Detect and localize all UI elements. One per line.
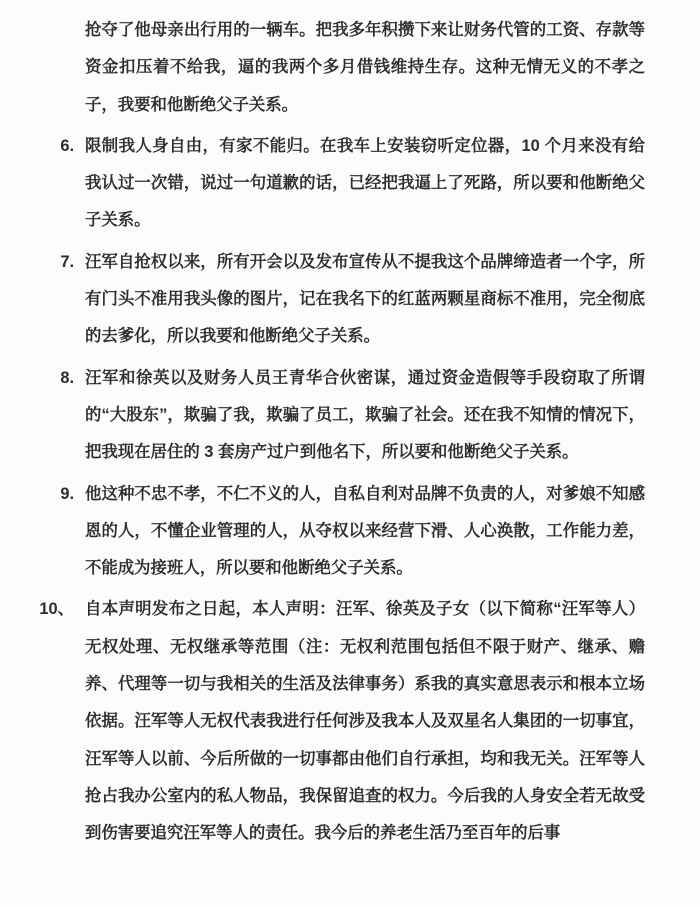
paragraph-text: 汪军自抢权以来，所有开会以及发布宣传从不提我这个品牌缔造者一个字，所有门头不准用我头像的图片，记在我名下的红蓝两颗星商标不准用，完全彻底的去爹化，所以我要和他断绝父子关系。 <box>85 252 645 346</box>
list-item-number: 6. <box>60 136 74 155</box>
paragraph-text: 汪军和徐英以及财务人员王青华合伙密谋，通过资金造假等手段窃取了所谓的“大股东”，欺骗了我，欺骗了员工，欺骗了社会。还在我不知情的情况下，把我现在居住的 3 套房产过户到他名下，所以要和他断绝父子关系。 <box>85 368 645 462</box>
list-item-7 <box>60 244 645 356</box>
paragraph-text: 他这种不忠不孝，不仁不义的人，自私自利对品牌不负责的人，对爹娘不知感恩的人，不懂企业管理的人，从夺权以来经营下滑、人心涣散，工作能力差，不能成为接班人，所以要和他断绝父子关系。 <box>85 484 645 578</box>
list-item-9 <box>60 476 645 588</box>
list-item-8 <box>60 360 645 472</box>
list-item-number: 9. <box>60 484 74 503</box>
paragraph-continuation <box>85 12 645 124</box>
paragraph-text: 自本声明发布之日起，本人声明：汪军、徐英及子女（以下简称“汪军等人）无权处理、无权继承等范围（注：无权利范围包括但不限于财产、继承、赡养、代理等一切与我相关的生活及法律事务）系我的真实意思表示和根本立场依据。汪军等人无权代表我进行任何涉及我本人及双星名人集团的一切事宜，汪军等人以前、今后所做的一切事都由他们自行承担，均和我无关。汪军等人抢占我办公室内的私人物品，我保留追查的权力。今后我的人身安全若无故受到伤害要追究汪军等人的责任。我今后的养老生活乃至百年的后事 <box>85 600 645 843</box>
list-item-6 <box>60 128 645 240</box>
list-item-number: 10、 <box>39 600 74 619</box>
list-item-number: 8. <box>60 368 74 387</box>
list-item-number: 7. <box>60 252 74 271</box>
document-content <box>39 12 645 853</box>
list-item-10 <box>39 591 645 852</box>
paragraph-text: 抢夺了他母亲出行用的一辆车。把我多年积攒下来让财务代管的工资、存款等资金扣压着不给我，逼的我两个多月借钱维持生存。这种无情无义的不孝之子，我要和他断绝父子关系。 <box>85 21 645 114</box>
paragraph-text: 限制我人身自由，有家不能归。在我车上安装窃听定位器，10 个月来没有给我认过一次错，说过一句道歉的话，已经把我逼上了死路，所以要和他断绝父子关系。 <box>85 136 645 230</box>
